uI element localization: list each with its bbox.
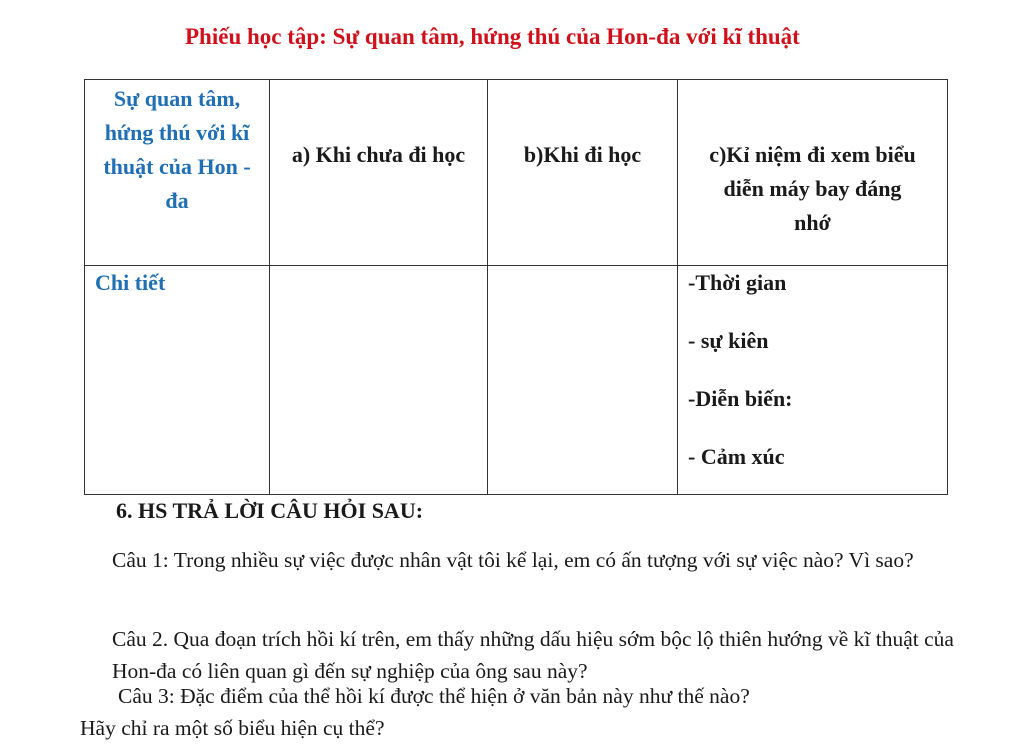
header-label-cell (85, 80, 270, 266)
row-label-cell (85, 266, 270, 495)
detail-item-progress: -Diễn biến: (688, 386, 793, 411)
detail-item-event: - sự kiên (688, 328, 769, 353)
header-col-b (488, 80, 678, 266)
header-col-a (270, 80, 488, 266)
question-1: Câu 1: Trong nhiều sự việc được nhân vật tôi kể lại, em có ấn tượng với sự việc nào? Vì sao? (112, 548, 914, 572)
detail-col-b (488, 266, 678, 495)
header-col-c (678, 80, 948, 266)
detail-col-a (270, 266, 488, 495)
question-3-line-2: Hãy chỉ ra một số biểu hiện cụ thể? (80, 716, 385, 740)
header-col-b-text: b)Khi đi học (523, 142, 642, 167)
worksheet-table (84, 79, 948, 495)
table-header-row (85, 80, 948, 266)
question-3-line-1: Câu 3: Đặc điểm của thể hồi kí được thể hiện ở văn bản này như thế nào? (118, 684, 750, 708)
row-label-text: Chi tiết (95, 270, 166, 295)
detail-item-time: -Thời gian (688, 270, 787, 295)
header-label-text: Sự quan tâm, hứng thú với kĩ thuật của Hon - đa (103, 86, 251, 213)
table-detail-row (85, 266, 948, 495)
detail-col-c (678, 266, 948, 495)
section-heading: 6. HS TRẢ LỜI CÂU HỎI SAU: (116, 498, 424, 523)
header-col-c-text: c)Kỉ niệm đi xem biểu diễn máy bay đáng nhớ (709, 142, 916, 235)
question-2: Câu 2. Qua đoạn trích hồi kí trên, em thấy những dấu hiệu sớm bộc lộ thiên hướng về kĩ thuật của Hon-đa có liên quan gì đến sự nghiệp của ông sau này? (112, 627, 954, 683)
detail-item-feeling: - Cảm xúc (688, 444, 785, 469)
question-3 (80, 680, 980, 744)
header-col-a-text: a) Khi chưa đi học (291, 142, 466, 167)
worksheet-title: Phiếu học tập: Sự quan tâm, hứng thú của Hon-đa với kĩ thuật (185, 24, 800, 49)
